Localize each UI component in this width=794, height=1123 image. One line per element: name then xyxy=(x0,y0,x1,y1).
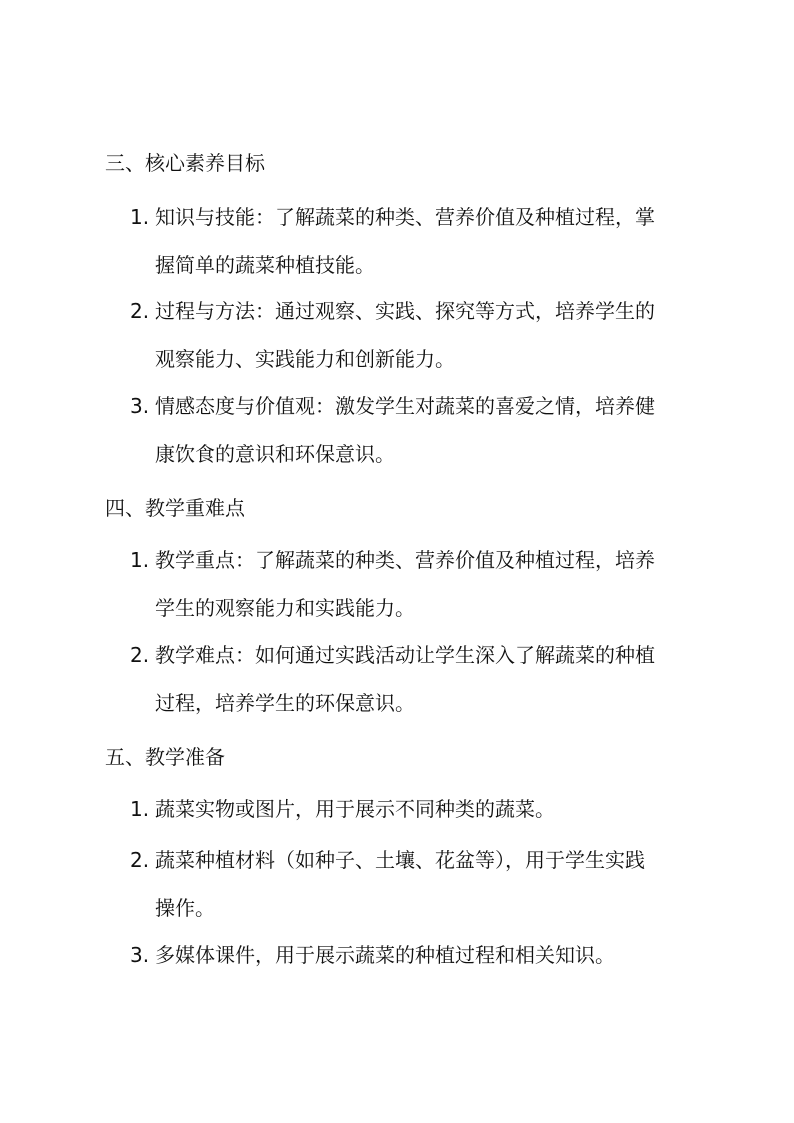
list-item xyxy=(130,795,690,823)
list-item-text: 蔬菜实物或图片，用于展示不同种类的蔬菜。 xyxy=(155,797,555,821)
section-heading-key-difficulties: 四、教学重难点 xyxy=(105,496,245,520)
list-number: 2. xyxy=(130,643,150,667)
list-item-text-continued: 观察能力、实践能力和创新能力。 xyxy=(155,347,455,371)
list-item-text: 情感态度与价值观：激发学生对蔬菜的喜爱之情，培养健 xyxy=(155,394,655,418)
list-item-text: 蔬菜种植材料（如种子、土壤、花盆等），用于学生实践 xyxy=(155,848,645,872)
list-number: 3. xyxy=(130,394,150,418)
list-item-text-continued: 学生的观察能力和实践能力。 xyxy=(155,596,415,620)
list-item-text: 知识与技能：了解蔬菜的种类、营养价值及种植过程，掌 xyxy=(155,205,655,229)
list-item-text: 教学难点：如何通过实践活动让学生深入了解蔬菜的种植 xyxy=(155,643,655,667)
list-item-text: 多媒体课件，用于展示蔬菜的种植过程和相关知识。 xyxy=(155,943,615,967)
list-number: 1. xyxy=(130,205,150,229)
list-item xyxy=(130,941,690,969)
section-heading-core-goals: 三、核心素养目标 xyxy=(105,151,265,175)
list-number: 3. xyxy=(130,943,150,967)
list-item-text: 教学重点：了解蔬菜的种类、营养价值及种植过程，培养 xyxy=(155,548,655,572)
list-item-text-continued: 操作。 xyxy=(155,896,215,920)
list-item xyxy=(130,846,690,922)
list-item-text-continued: 握简单的蔬菜种植技能。 xyxy=(155,253,375,277)
list-item xyxy=(130,546,690,622)
list-number: 2. xyxy=(130,299,150,323)
list-item xyxy=(130,203,690,279)
list-item xyxy=(130,641,690,717)
list-number: 1. xyxy=(130,548,150,572)
list-item-text-continued: 康饮食的意识和环保意识。 xyxy=(155,442,395,466)
list-item xyxy=(130,392,690,468)
list-item-text: 过程与方法：通过观察、实践、探究等方式，培养学生的 xyxy=(155,299,655,323)
list-number: 1. xyxy=(130,797,150,821)
list-number: 2. xyxy=(130,848,150,872)
section-heading-preparation: 五、教学准备 xyxy=(105,745,225,769)
list-item xyxy=(130,297,690,373)
list-item-text-continued: 过程，培养学生的环保意识。 xyxy=(155,691,415,715)
